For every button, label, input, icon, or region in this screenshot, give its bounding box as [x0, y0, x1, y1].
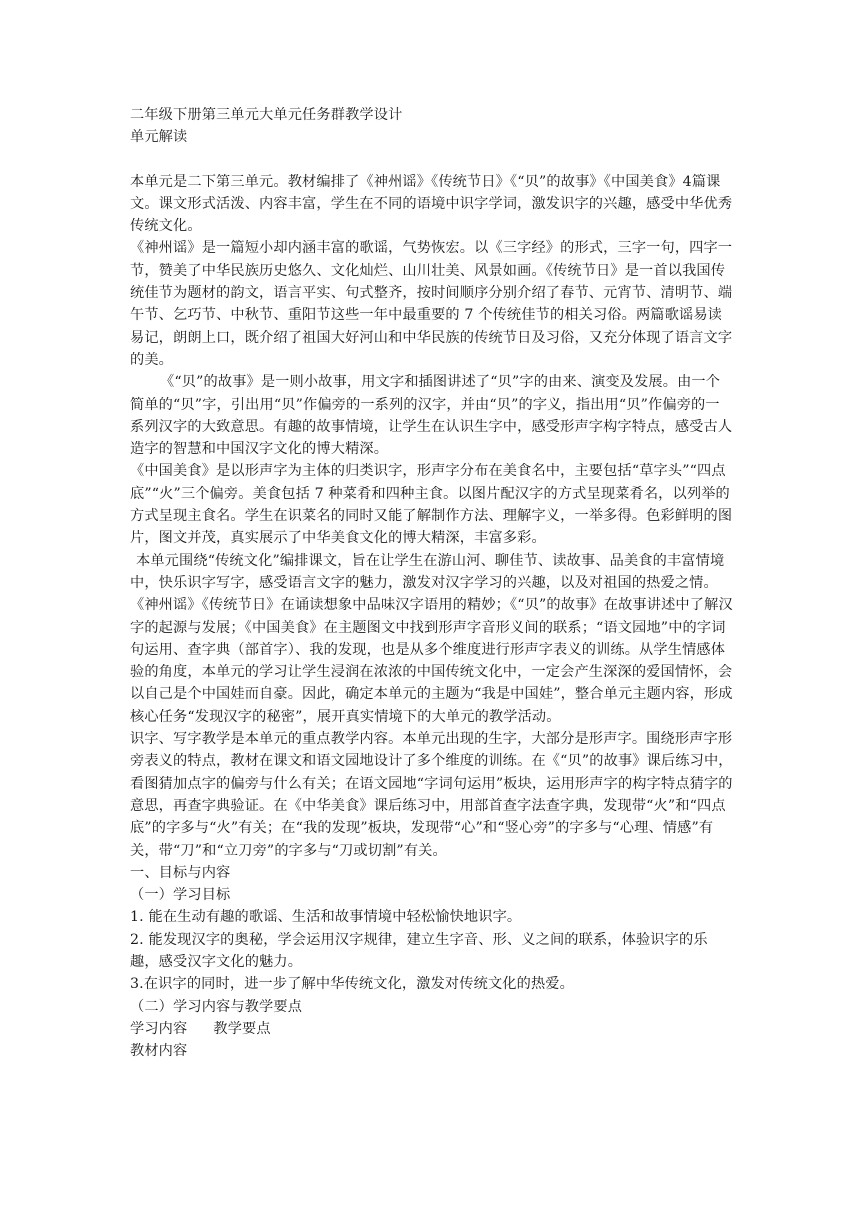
- heading-content-points: （二）学习内容与教学要点: [130, 998, 303, 1015]
- heading-learning-goals: （一）学习目标: [130, 887, 231, 904]
- paragraph-shenzhouyao: 《神州谣》是一篇短小却内涵丰富的歌谣，气势恢宏。以《三字经》的形式，三字一句，四字一节，赞美了中华民族历史悠久、文化灿烂、山川壮美、风景如画。《传统节日》是一首以我国传统佳节为题材的韵文，语言平实、句式整齐，按时间顺序分别介绍了春节、元宵节、清明节、端午节、乞巧节、中秋节、重阳节这些一年中最重要的 7 个传统佳节的相关习俗。两篇歌谣易读易记，朗朗上口，既介绍了祖国大好河山和中华民族的传统节日及习俗，又充分体现了语言文字的美。: [130, 240, 733, 368]
- table-header-points: 教学要点: [213, 1020, 271, 1037]
- document-title: 二年级下册第三单元大单元任务群教学设计: [130, 107, 403, 123]
- blank-line: [130, 149, 734, 171]
- section-heading: 单元解读: [130, 129, 188, 146]
- heading-goals-content: 一、目标与内容: [130, 864, 231, 881]
- paragraph-bei-story: 《“贝”的故事》是一则小故事，用文字和插图讲述了“贝”字的由来、演变及发展。由一个简单的“贝”字，引出用“贝”作偏旁的一系列的汉字，并由“贝”的字义，指出用“贝”作偏旁的一系列汉字的大致意思。有趣的故事情境，让学生在认识生字中，感受形声字构字特点，感受古人造字的智慧和中国汉字文化的博大精深。: [130, 374, 733, 458]
- goal-item-2: 2. 能发现汉字的奥秘，学会运用汉字规律，建立生字音、形、义之间的联系，体验识字的乐趣，感受汉字文化的魅力。: [130, 931, 708, 970]
- goal-item-1: 1. 能在生动有趣的歌谣、生活和故事情境中轻松愉快地识字。: [130, 909, 522, 926]
- paragraph-literacy-teaching: 识字、写字教学是本单元的重点教学内容。本单元出现的生字，大部分是形声字。围绕形声字形旁表义的特点，教材在课文和语文园地设计了多个维度的训练。在《“贝”的故事》课后练习中，看图猜加点字的偏旁与什么有关；在语文园地“字词句运用”板块，运用形声字的构字特点猜字的意思，再查字典验证。在《中华美食》课后练习中，用部首查字法查字典，发现带“火”和“四点底”的字多与“火”有关；在“我的发现”板块，发现带“心”和“竖心旁”的字多与“心理、情感”有关，带“刀”和“立刀旁”的字多与“刀或切割”有关。: [130, 731, 733, 859]
- table-header-row: [130, 1018, 734, 1040]
- table-header-content: 学习内容: [130, 1020, 188, 1037]
- table-cell-material: 教材内容: [130, 1043, 188, 1060]
- paragraph-chinese-food: 《中国美食》是以形声字为主体的归类识字，形声字分布在美食名中，主要包括“草字头”“四点底”“火”三个偏旁。美食包括 7 种菜肴和四种主食。以图片配汉字的方式呈现菜肴名，以列举的方式呈现主食名。学生在识菜名的同时又能了解制作方法、理解字义，一举多得。色彩鲜明的图片，图文并茂，真实展示了中华美食文化的博大精深，丰富多彩。: [130, 463, 733, 547]
- document-body: [130, 104, 734, 1062]
- paragraph-unit-theme: 本单元围绕“传统文化”编排课文，旨在让学生在游山河、聊佳节、读故事、品美食的丰富情境中，快乐识字写字，感受语言文字的魅力，激发对汉字学习的兴趣，以及对祖国的热爱之情。《神州谣》《传统节日》在诵读想象中品味汉字语用的精妙；《“贝”的故事》在故事讲述中了解汉字的起源与发展；《中国美食》在主题图文中找到形声字音形义间的联系；“语文园地”中的字词句运用、查字典（部首字）、我的发现，也是从多个维度进行形声字表义的训练。从学生情感体验的角度，本单元的学习让学生浸润在浓浓的中国传统文化中，一定会产生深深的爱国情怀，会以自己是个中国娃而自豪。因此，确定本单元的主题为“我是中国娃”，整合单元主题内容，形成核心任务“发现汉字的秘密”，展开真实情境下的大单元的教学活动。: [130, 552, 733, 725]
- paragraph-unit-overview: 本单元是二下第三单元。教材编排了《神州谣》《传统节日》《“贝”的故事》《中国美食》4篇课文。课文形式活泼、内容丰富，学生在不同的语境中识字学词，激发识字的兴趣，感受中华优秀传统文化。: [130, 173, 733, 235]
- goal-item-3: 3.在识字的同时，进一步了解中华传统文化，激发对传统文化的热爱。: [130, 976, 574, 993]
